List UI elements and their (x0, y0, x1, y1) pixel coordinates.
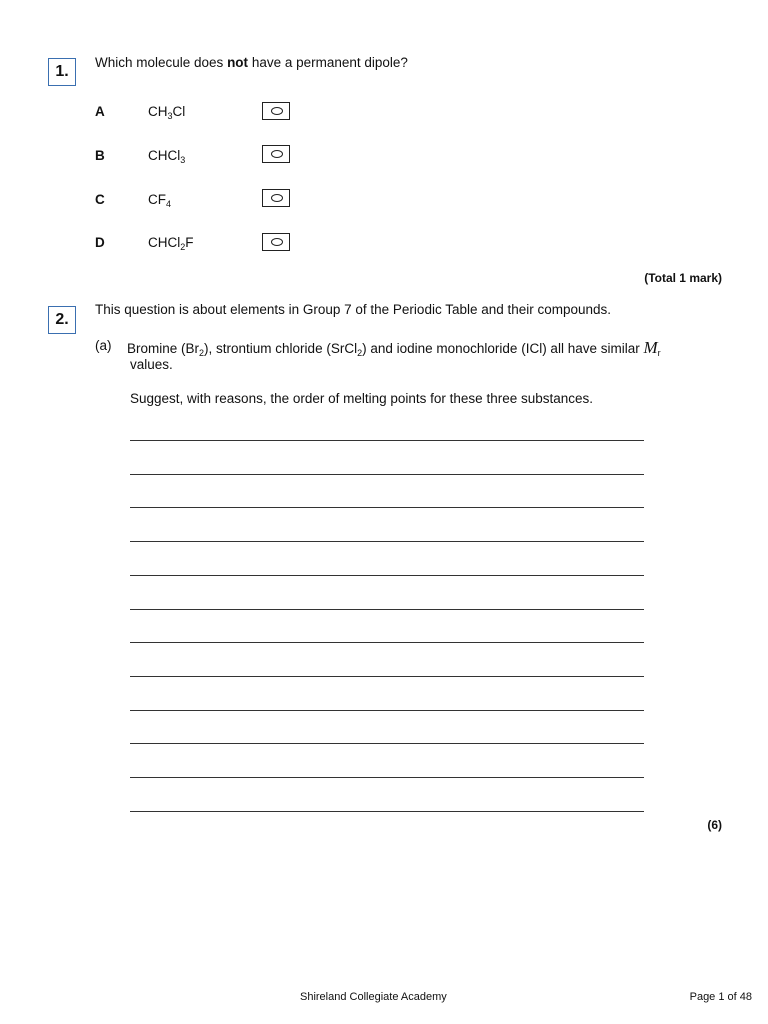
formula-part: Cl (172, 104, 186, 119)
option-d-letter: D (95, 235, 105, 250)
formula-part: F (185, 235, 194, 250)
option-c-formula (148, 192, 171, 207)
answer-line[interactable] (130, 743, 644, 744)
option-c-letter: C (95, 192, 105, 207)
stem-text: ) and iodine monochloride (ICl) all have similar (362, 341, 644, 356)
stem-text-before: Which molecule does (95, 55, 228, 70)
bubble-icon (271, 194, 283, 202)
answer-line[interactable] (130, 609, 644, 610)
formula-subscript: 3 (180, 155, 186, 165)
option-c-answer-box[interactable] (262, 189, 290, 207)
answer-line[interactable] (130, 777, 644, 778)
answer-line[interactable] (130, 642, 644, 643)
question-number-1: 1. (48, 58, 76, 86)
option-b-letter: B (95, 148, 105, 163)
question-number-2: 2. (48, 306, 76, 334)
question-1-total-mark: (Total 1 mark) (644, 271, 722, 285)
part-a-label: (a) (95, 338, 112, 353)
option-a-answer-box[interactable] (262, 102, 290, 120)
part-a-stem-line2: values. (130, 357, 173, 372)
part-a-stem (127, 338, 661, 358)
bubble-icon (271, 238, 283, 246)
answer-line[interactable] (130, 507, 644, 508)
answer-line[interactable] (130, 541, 644, 542)
answer-line[interactable] (130, 676, 644, 677)
option-a-letter: A (95, 104, 105, 119)
option-b-formula (148, 148, 185, 163)
stem-text: ), strontium chloride (SrCl (204, 341, 358, 356)
footer-page-number: Page 1 of 48 (689, 991, 752, 1003)
formula-subscript: 2 (357, 348, 363, 358)
formula-part: CH (148, 104, 168, 119)
formula-subscript: 4 (166, 199, 172, 209)
mr-subscript: r (657, 348, 661, 358)
part-a-marks: (6) (707, 818, 722, 832)
stem-text: Bromine (Br (127, 341, 200, 356)
formula-subscript: 2 (180, 242, 186, 252)
option-d-answer-box[interactable] (262, 233, 290, 251)
stem-text-after: have a permanent dipole? (248, 55, 408, 70)
option-a-formula (148, 104, 185, 119)
answer-line[interactable] (130, 474, 644, 475)
part-a-instruction: Suggest, with reasons, the order of melting points for these three substances. (130, 391, 594, 406)
formula-subscript: 2 (199, 348, 205, 358)
bubble-icon (271, 150, 283, 158)
footer-school-name: Shireland Collegiate Academy (300, 991, 447, 1003)
answer-line[interactable] (130, 575, 644, 576)
relative-mass-symbol (643, 338, 660, 357)
bubble-icon (271, 107, 283, 115)
answer-line[interactable] (130, 440, 644, 441)
formula-part: CHCl (148, 148, 181, 163)
answer-line[interactable] (130, 710, 644, 711)
option-b-answer-box[interactable] (262, 145, 290, 163)
option-d-formula (148, 235, 194, 250)
question-1-stem (95, 55, 408, 70)
answer-line[interactable] (130, 811, 644, 812)
formula-part: CHCl (148, 235, 181, 250)
mr-letter: M (643, 338, 658, 357)
formula-subscript: 3 (167, 111, 173, 121)
formula-part: CF (148, 192, 166, 207)
question-2-intro: This question is about elements in Group 7 of the Periodic Table and their compounds. (95, 302, 612, 317)
stem-emphasis: not (227, 55, 249, 70)
